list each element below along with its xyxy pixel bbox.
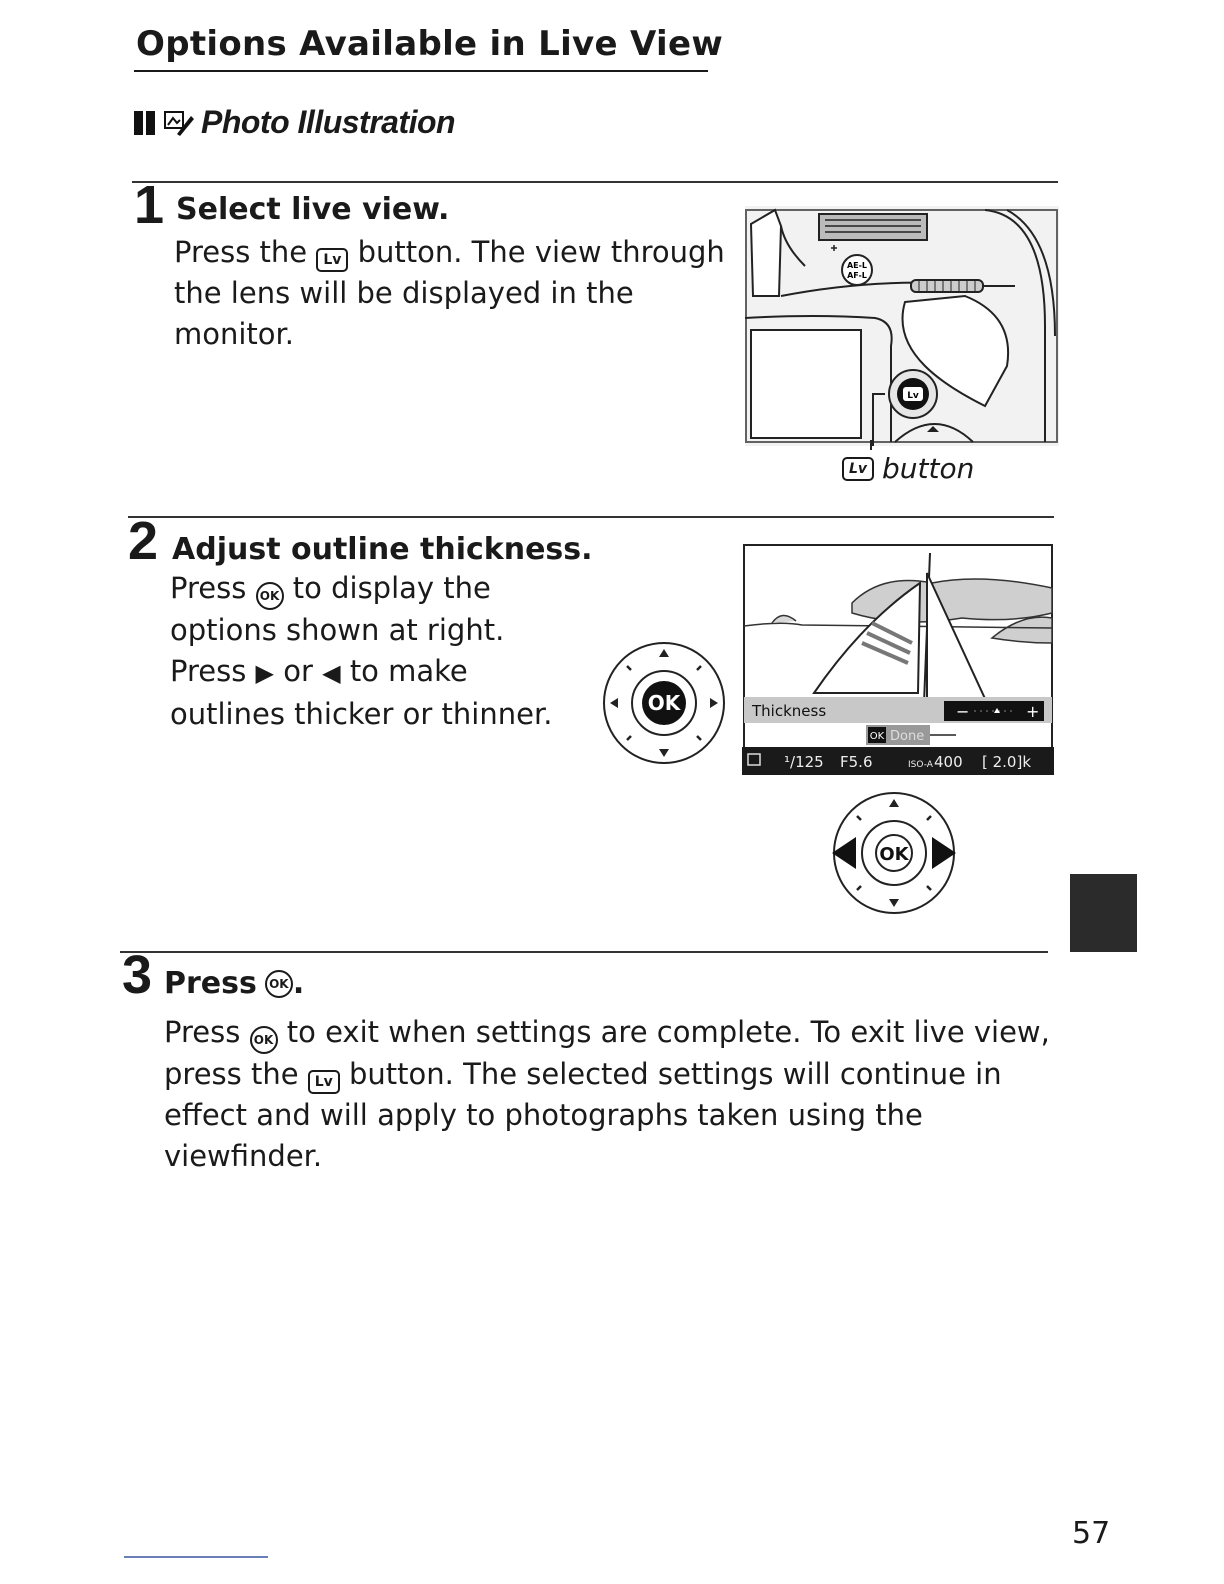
af-l-label: AF-L (847, 271, 867, 280)
step3-line3: effect and will apply to photographs taken using the (164, 1098, 923, 1132)
step1-line1: Press the Lv button. The view through (174, 232, 725, 273)
step2-heading: Adjust outline thickness. (172, 532, 593, 567)
chapter-thumb-tab (1070, 874, 1137, 952)
lv-button-icon: Lv (842, 457, 874, 481)
lcd-iso-prefix: ISO-A (908, 760, 933, 770)
ok-button-icon: OK (250, 1026, 278, 1054)
lcd-iso-value: 400 (934, 753, 963, 771)
step3-body (164, 1012, 1050, 1177)
lcd-screen-illustration (742, 543, 1054, 775)
step2-divider (128, 516, 1054, 518)
lcd-plus: + (1026, 702, 1040, 721)
step1-number: 1 (134, 175, 165, 235)
step1-divider (132, 181, 1058, 183)
camera-lv-label: Lv (907, 391, 919, 401)
callout-line (870, 440, 872, 450)
step2-line4: outlines thicker or thinner. (170, 697, 553, 731)
step3-number: 3 (122, 945, 153, 1005)
step2-line1: Press OK to display the (170, 568, 552, 610)
multi-selector-ok-outline-label: OK (879, 844, 909, 865)
section-marker-icon (134, 111, 155, 135)
ae-l-label: AE-L (846, 261, 868, 270)
section-title: Photo Illustration (201, 104, 456, 140)
lv-button-caption: Lv button (842, 452, 974, 485)
step1-line3: monitor. (174, 317, 295, 351)
step3-line2: press the Lv button. The selected settings will continue in (164, 1054, 1050, 1095)
section-heading (134, 104, 455, 141)
left-arrow-icon: ◀ (322, 659, 341, 687)
step3-heading: Press OK . (164, 966, 305, 1001)
lv-button-icon: Lv (308, 1070, 340, 1094)
lcd-done-label: Done (890, 729, 925, 744)
right-arrow-icon: ▶ (255, 659, 275, 687)
multi-selector-ok-label: OK (647, 691, 681, 715)
step3-divider (120, 951, 1048, 953)
lcd-ok-icon: OK (869, 731, 885, 742)
multi-selector-ok-diagram (600, 640, 728, 766)
page-number: 57 (1072, 1516, 1111, 1551)
step2-number: 2 (128, 511, 159, 571)
camera-back-illustration (745, 206, 1059, 446)
footer-rule (124, 1556, 268, 1558)
lcd-aperture: F5.6 (840, 753, 873, 771)
step2-line2: options shown at right. (170, 613, 505, 647)
lcd-thickness-label: Thickness (752, 702, 827, 720)
lcd-minus: − (956, 702, 970, 721)
step1-line2: the lens will be displayed in the (174, 276, 634, 310)
step3-line1: Press OK to exit when settings are complete. To exit live view, (164, 1012, 1050, 1054)
step1-heading: Select live view. (176, 192, 450, 227)
multi-selector-left-right-diagram (830, 790, 958, 916)
photo-illustration-icon (163, 108, 195, 138)
ok-button-icon: OK (265, 970, 293, 998)
step2-line3: Press ▶ or ◀ to make (170, 654, 468, 688)
ok-button-icon: OK (256, 582, 284, 610)
page-title: Options Available in Live View (136, 24, 724, 64)
lcd-shots-remaining: [ 2.0]k (982, 753, 1032, 771)
title-underline (134, 70, 708, 72)
step1-body (174, 232, 725, 355)
lv-button-icon: Lv (316, 248, 348, 272)
lcd-shutter: ¹/125 (784, 753, 824, 771)
step3-line4: viewfinder. (164, 1139, 323, 1173)
step2-body (170, 568, 552, 735)
